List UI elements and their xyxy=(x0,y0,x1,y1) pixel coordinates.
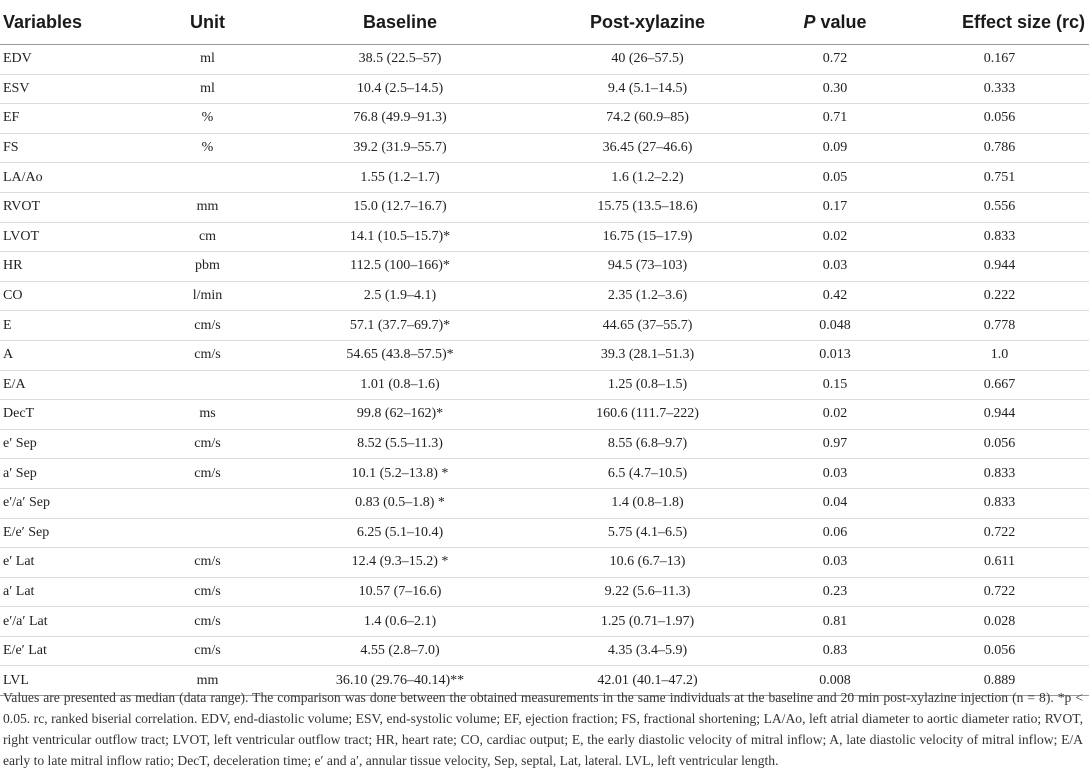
cell-post-xylazine: 42.01 (40.1–47.2) xyxy=(535,666,760,696)
cell-effect-size: 0.889 xyxy=(910,666,1089,696)
cell-effect-size: 0.786 xyxy=(910,133,1089,163)
cell-post-xylazine: 6.5 (4.7–10.5) xyxy=(535,459,760,489)
cell-p-value: 0.15 xyxy=(760,370,910,400)
cell-baseline: 10.4 (2.5–14.5) xyxy=(265,74,535,104)
cell-p-value: 0.42 xyxy=(760,281,910,311)
cell-variable: e′ Sep xyxy=(0,429,150,459)
header-effect-size: Effect size (rc) xyxy=(910,0,1089,45)
cell-variable: LVL xyxy=(0,666,150,696)
table-row xyxy=(0,74,1089,104)
cell-unit: cm/s xyxy=(150,548,265,578)
cell-p-value: 0.02 xyxy=(760,400,910,430)
cell-baseline: 54.65 (43.8–57.5)* xyxy=(265,340,535,370)
cell-effect-size: 0.056 xyxy=(910,104,1089,134)
header-p-rest: value xyxy=(815,11,867,32)
cell-variable: ESV xyxy=(0,74,150,104)
cell-unit xyxy=(150,518,265,548)
cell-baseline: 1.55 (1.2–1.7) xyxy=(265,163,535,193)
cell-variable: LVOT xyxy=(0,222,150,252)
cell-unit: % xyxy=(150,104,265,134)
cell-baseline: 12.4 (9.3–15.2) * xyxy=(265,548,535,578)
header-p-value xyxy=(760,0,910,45)
cell-post-xylazine: 8.55 (6.8–9.7) xyxy=(535,429,760,459)
cell-p-value: 0.008 xyxy=(760,666,910,696)
cell-variable: DecT xyxy=(0,400,150,430)
table-row xyxy=(0,163,1089,193)
cell-unit xyxy=(150,370,265,400)
cell-variable: EF xyxy=(0,104,150,134)
cell-variable: E xyxy=(0,311,150,341)
cell-baseline: 2.5 (1.9–4.1) xyxy=(265,281,535,311)
table-row xyxy=(0,518,1089,548)
cell-post-xylazine: 1.25 (0.71–1.97) xyxy=(535,607,760,637)
cell-unit: cm/s xyxy=(150,459,265,489)
header-baseline: Baseline xyxy=(265,0,535,45)
cell-post-xylazine: 1.4 (0.8–1.8) xyxy=(535,488,760,518)
cell-post-xylazine: 1.6 (1.2–2.2) xyxy=(535,163,760,193)
cell-post-xylazine: 39.3 (28.1–51.3) xyxy=(535,340,760,370)
cell-effect-size: 0.778 xyxy=(910,311,1089,341)
cell-variable: FS xyxy=(0,133,150,163)
cell-variable: e′ Lat xyxy=(0,548,150,578)
cell-p-value: 0.81 xyxy=(760,607,910,637)
cell-post-xylazine: 9.22 (5.6–11.3) xyxy=(535,577,760,607)
table-row xyxy=(0,370,1089,400)
cell-unit: cm/s xyxy=(150,429,265,459)
cell-effect-size: 0.944 xyxy=(910,252,1089,282)
cell-effect-size: 0.056 xyxy=(910,429,1089,459)
header-unit: Unit xyxy=(150,0,265,45)
cell-p-value: 0.71 xyxy=(760,104,910,134)
cell-p-value: 0.04 xyxy=(760,488,910,518)
table-row xyxy=(0,222,1089,252)
cell-p-value: 0.72 xyxy=(760,45,910,75)
cell-baseline: 76.8 (49.9–91.3) xyxy=(265,104,535,134)
cell-post-xylazine: 5.75 (4.1–6.5) xyxy=(535,518,760,548)
cell-variable: E/e′ Sep xyxy=(0,518,150,548)
cell-baseline: 8.52 (5.5–11.3) xyxy=(265,429,535,459)
cell-unit: cm/s xyxy=(150,636,265,666)
cell-baseline: 14.1 (10.5–15.7)* xyxy=(265,222,535,252)
cell-p-value: 0.03 xyxy=(760,548,910,578)
cell-post-xylazine: 74.2 (60.9–85) xyxy=(535,104,760,134)
cell-p-value: 0.048 xyxy=(760,311,910,341)
cell-baseline: 15.0 (12.7–16.7) xyxy=(265,192,535,222)
cell-unit: cm/s xyxy=(150,607,265,637)
cell-p-value: 0.09 xyxy=(760,133,910,163)
cell-unit xyxy=(150,488,265,518)
table-row xyxy=(0,577,1089,607)
cell-post-xylazine: 16.75 (15–17.9) xyxy=(535,222,760,252)
cell-unit: mm xyxy=(150,192,265,222)
cell-effect-size: 0.333 xyxy=(910,74,1089,104)
cell-effect-size: 0.751 xyxy=(910,163,1089,193)
cell-effect-size: 0.722 xyxy=(910,518,1089,548)
cell-variable: A xyxy=(0,340,150,370)
cell-unit: cm/s xyxy=(150,577,265,607)
cell-p-value: 0.30 xyxy=(760,74,910,104)
table-row xyxy=(0,45,1089,75)
cell-effect-size: 0.833 xyxy=(910,459,1089,489)
cell-unit: ms xyxy=(150,400,265,430)
cell-effect-size: 0.611 xyxy=(910,548,1089,578)
table-row xyxy=(0,192,1089,222)
cell-variable: HR xyxy=(0,252,150,282)
table-row xyxy=(0,340,1089,370)
table-row xyxy=(0,429,1089,459)
table-row xyxy=(0,607,1089,637)
cell-baseline: 39.2 (31.9–55.7) xyxy=(265,133,535,163)
cell-unit xyxy=(150,163,265,193)
cell-baseline: 36.10 (29.76–40.14)** xyxy=(265,666,535,696)
cell-variable: RVOT xyxy=(0,192,150,222)
cell-effect-size: 0.667 xyxy=(910,370,1089,400)
cell-p-value: 0.05 xyxy=(760,163,910,193)
header-p-italic: P xyxy=(803,11,816,32)
header-post-xylazine: Post-xylazine xyxy=(535,0,760,45)
cell-post-xylazine: 160.6 (111.7–222) xyxy=(535,400,760,430)
cell-p-value: 0.03 xyxy=(760,459,910,489)
cell-baseline: 10.1 (5.2–13.8) * xyxy=(265,459,535,489)
cell-variable: LA/Ao xyxy=(0,163,150,193)
table-row xyxy=(0,104,1089,134)
cell-post-xylazine: 4.35 (3.4–5.9) xyxy=(535,636,760,666)
cell-p-value: 0.17 xyxy=(760,192,910,222)
cell-effect-size: 0.222 xyxy=(910,281,1089,311)
header-variables: Variables xyxy=(0,0,150,45)
cell-unit: cm/s xyxy=(150,340,265,370)
cell-post-xylazine: 94.5 (73–103) xyxy=(535,252,760,282)
cell-p-value: 0.97 xyxy=(760,429,910,459)
cell-post-xylazine: 1.25 (0.8–1.5) xyxy=(535,370,760,400)
cell-baseline: 1.4 (0.6–2.1) xyxy=(265,607,535,637)
cell-unit: ml xyxy=(150,45,265,75)
table-row xyxy=(0,459,1089,489)
cell-baseline: 0.83 (0.5–1.8) * xyxy=(265,488,535,518)
cell-variable: CO xyxy=(0,281,150,311)
cell-effect-size: 1.0 xyxy=(910,340,1089,370)
cell-effect-size: 0.833 xyxy=(910,488,1089,518)
table-row xyxy=(0,252,1089,282)
cell-variable: e′/a′ Lat xyxy=(0,607,150,637)
cell-baseline: 38.5 (22.5–57) xyxy=(265,45,535,75)
cell-unit: mm xyxy=(150,666,265,696)
table-row xyxy=(0,548,1089,578)
cell-post-xylazine: 44.65 (37–55.7) xyxy=(535,311,760,341)
cell-post-xylazine: 2.35 (1.2–3.6) xyxy=(535,281,760,311)
cell-effect-size: 0.833 xyxy=(910,222,1089,252)
cell-unit: cm/s xyxy=(150,311,265,341)
cell-variable: E/e′ Lat xyxy=(0,636,150,666)
cell-baseline: 57.1 (37.7–69.7)* xyxy=(265,311,535,341)
cell-effect-size: 0.556 xyxy=(910,192,1089,222)
cell-baseline: 99.8 (62–162)* xyxy=(265,400,535,430)
cell-post-xylazine: 15.75 (13.5–18.6) xyxy=(535,192,760,222)
cell-unit: l/min xyxy=(150,281,265,311)
cell-baseline: 6.25 (5.1–10.4) xyxy=(265,518,535,548)
cell-effect-size: 0.722 xyxy=(910,577,1089,607)
cell-unit: % xyxy=(150,133,265,163)
table-row xyxy=(0,636,1089,666)
table-row xyxy=(0,311,1089,341)
table-row xyxy=(0,133,1089,163)
cell-post-xylazine: 36.45 (27–46.6) xyxy=(535,133,760,163)
cell-unit: pbm xyxy=(150,252,265,282)
cell-effect-size: 0.056 xyxy=(910,636,1089,666)
cell-baseline: 10.57 (7–16.6) xyxy=(265,577,535,607)
table-header-row xyxy=(0,0,1089,45)
cell-baseline: 112.5 (100–166)* xyxy=(265,252,535,282)
cell-effect-size: 0.028 xyxy=(910,607,1089,637)
cell-p-value: 0.83 xyxy=(760,636,910,666)
table-body xyxy=(0,45,1089,696)
table-row xyxy=(0,281,1089,311)
cell-p-value: 0.013 xyxy=(760,340,910,370)
cell-p-value: 0.03 xyxy=(760,252,910,282)
cell-variable: a′ Sep xyxy=(0,459,150,489)
table-row xyxy=(0,488,1089,518)
cell-effect-size: 0.167 xyxy=(910,45,1089,75)
cell-post-xylazine: 9.4 (5.1–14.5) xyxy=(535,74,760,104)
cell-post-xylazine: 10.6 (6.7–13) xyxy=(535,548,760,578)
table-row xyxy=(0,400,1089,430)
cell-p-value: 0.02 xyxy=(760,222,910,252)
table-footnote: Values are presented as median (data range). The comparison was done between the obtained measurements in the same individuals at the baseline and 20 min post-xylazine injection (n = 8). *p < 0.05. rc, ranked biserial correlation. EDV, end-diastolic volume; ESV, end-systolic volume; EF, ejection fraction; FS, fractional shortening; LA/Ao, left atrial diameter to aortic diameter ratio; RVOT, right ventricular outflow tract; LVOT, left ventricular outflow tract; HR, heart rate; CO, cardiac output; E, the early diastolic velocity of mitral inflow; A, late diastolic velocity of mitral inflow; E/A early to late mitral inflow ratio; DecT, deceleration time; e′ and a′, annular tissue velocity, Sep, septal, Lat, lateral. LVL, left ventricular length. xyxy=(3,690,1083,768)
cell-variable: EDV xyxy=(0,45,150,75)
cell-variable: e′/a′ Sep xyxy=(0,488,150,518)
cell-p-value: 0.06 xyxy=(760,518,910,548)
cell-p-value: 0.23 xyxy=(760,577,910,607)
cell-variable: a′ Lat xyxy=(0,577,150,607)
cell-baseline: 1.01 (0.8–1.6) xyxy=(265,370,535,400)
cell-unit: cm xyxy=(150,222,265,252)
cell-post-xylazine: 40 (26–57.5) xyxy=(535,45,760,75)
cell-variable: E/A xyxy=(0,370,150,400)
cell-baseline: 4.55 (2.8–7.0) xyxy=(265,636,535,666)
cell-effect-size: 0.944 xyxy=(910,400,1089,430)
cell-unit: ml xyxy=(150,74,265,104)
